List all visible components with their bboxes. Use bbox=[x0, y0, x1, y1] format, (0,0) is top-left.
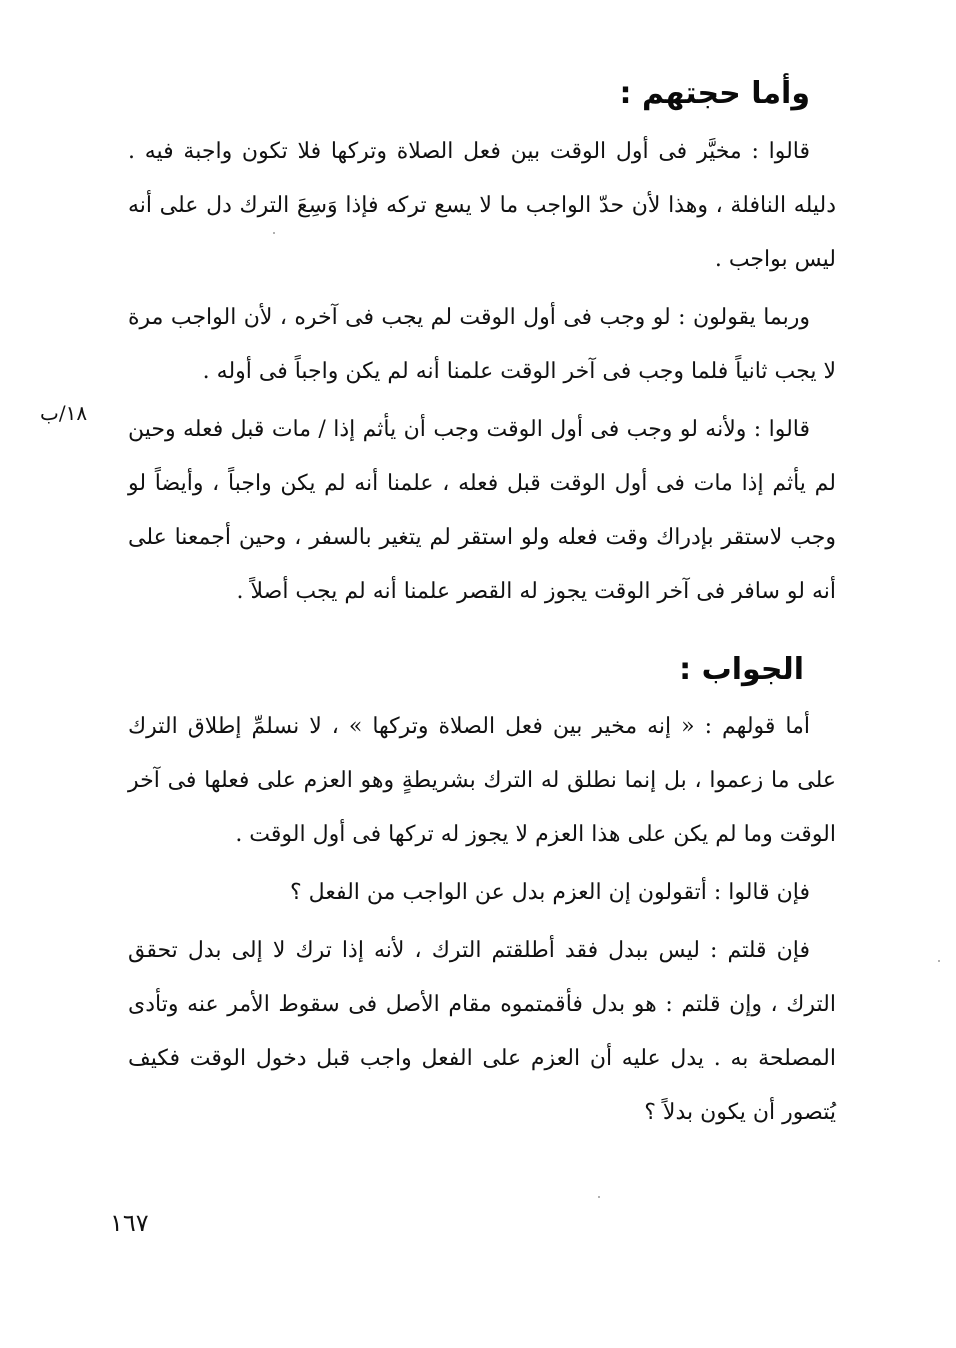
section-heading-answer: الجواب : bbox=[679, 652, 804, 687]
paragraph-6 bbox=[128, 924, 836, 1140]
paragraph-4 bbox=[128, 700, 836, 862]
paragraph-1-text: قالوا : مخيَّر فى أول الوقت بين فعل الصلاة وتركها فلا تكون واجبة فيه . دليله النافلة ، وهذا لأن حدّ الواجب ما لا يسع تركه فإذا وَسِعَ الترك دل على أنه ليس بواجب . bbox=[128, 139, 836, 272]
scan-speck bbox=[273, 232, 275, 234]
paragraph-5-text: فإن قالوا : أتقولون إن العزم بدل عن الواجب من الفعل ؟ bbox=[290, 880, 810, 905]
paragraph-6-text: فإن قلتم : ليس ببدل فقد أطلقتم الترك ، لأنه إذا ترك لا إلى بدل تحقق الترك ، وإن قلتم : هو بدل فأقمتموه مقام الأصل فى سقوط الأمر عنه وتأدى المصلحة به . يدل عليه أن العزم على الفعل واجب قبل دخول الوقت فكيف يُتصور أن يكون بدلاً ؟ bbox=[128, 938, 836, 1125]
paragraph-block-answer bbox=[128, 700, 836, 1140]
paragraph-block-arguments bbox=[128, 125, 836, 619]
paragraph-3-text: قالوا : ولأنه لو وجب فى أول الوقت وجب أن يأثم إذا / مات قبل فعله وحين لم يأثم إذا مات فى أول الوقت قبل فعله ، علمنا أنه لم يكن واجباً ، وأيضاً لو وجب لاستقر بإدراك وقت فعله ولو استقر لم يتغير بالسفر ، وحين أجمعنا على أنه لو سافر فى آخر الوقت يجوز له القصر علمنا أنه لم يجب أصلاً . bbox=[128, 417, 836, 604]
paragraph-1 bbox=[128, 125, 836, 287]
folio-margin-note: ١٨/ب bbox=[40, 401, 88, 425]
scan-speck bbox=[598, 1196, 600, 1198]
section-heading-arguments: وأما حجتهم : bbox=[619, 76, 810, 111]
paragraph-2 bbox=[128, 291, 836, 399]
paragraph-3 bbox=[128, 403, 836, 619]
scan-speck bbox=[938, 960, 940, 962]
paragraph-5 bbox=[128, 866, 836, 920]
page-number: ١٦٧ bbox=[110, 1209, 149, 1237]
paragraph-2-text: وربما يقولون : لو وجب فى أول الوقت لم يجب فى آخره ، لأن الواجب مرة لا يجب ثانياً فلما وجب فى آخر الوقت علمنا أنه لم يكن واجباً فى أوله . bbox=[128, 305, 836, 384]
paragraph-4-text: أما قولهم : « إنه مخير بين فعل الصلاة وتركها » ، لا نسلمِّ إطلاق الترك على ما زعموا ، بل إنما نطلق له الترك بشريطةٍ وهو العزم على فعلها فى آخر الوقت وما لم يكن على هذا العزم لا يجوز له تركها فى أول الوقت . bbox=[128, 714, 836, 847]
